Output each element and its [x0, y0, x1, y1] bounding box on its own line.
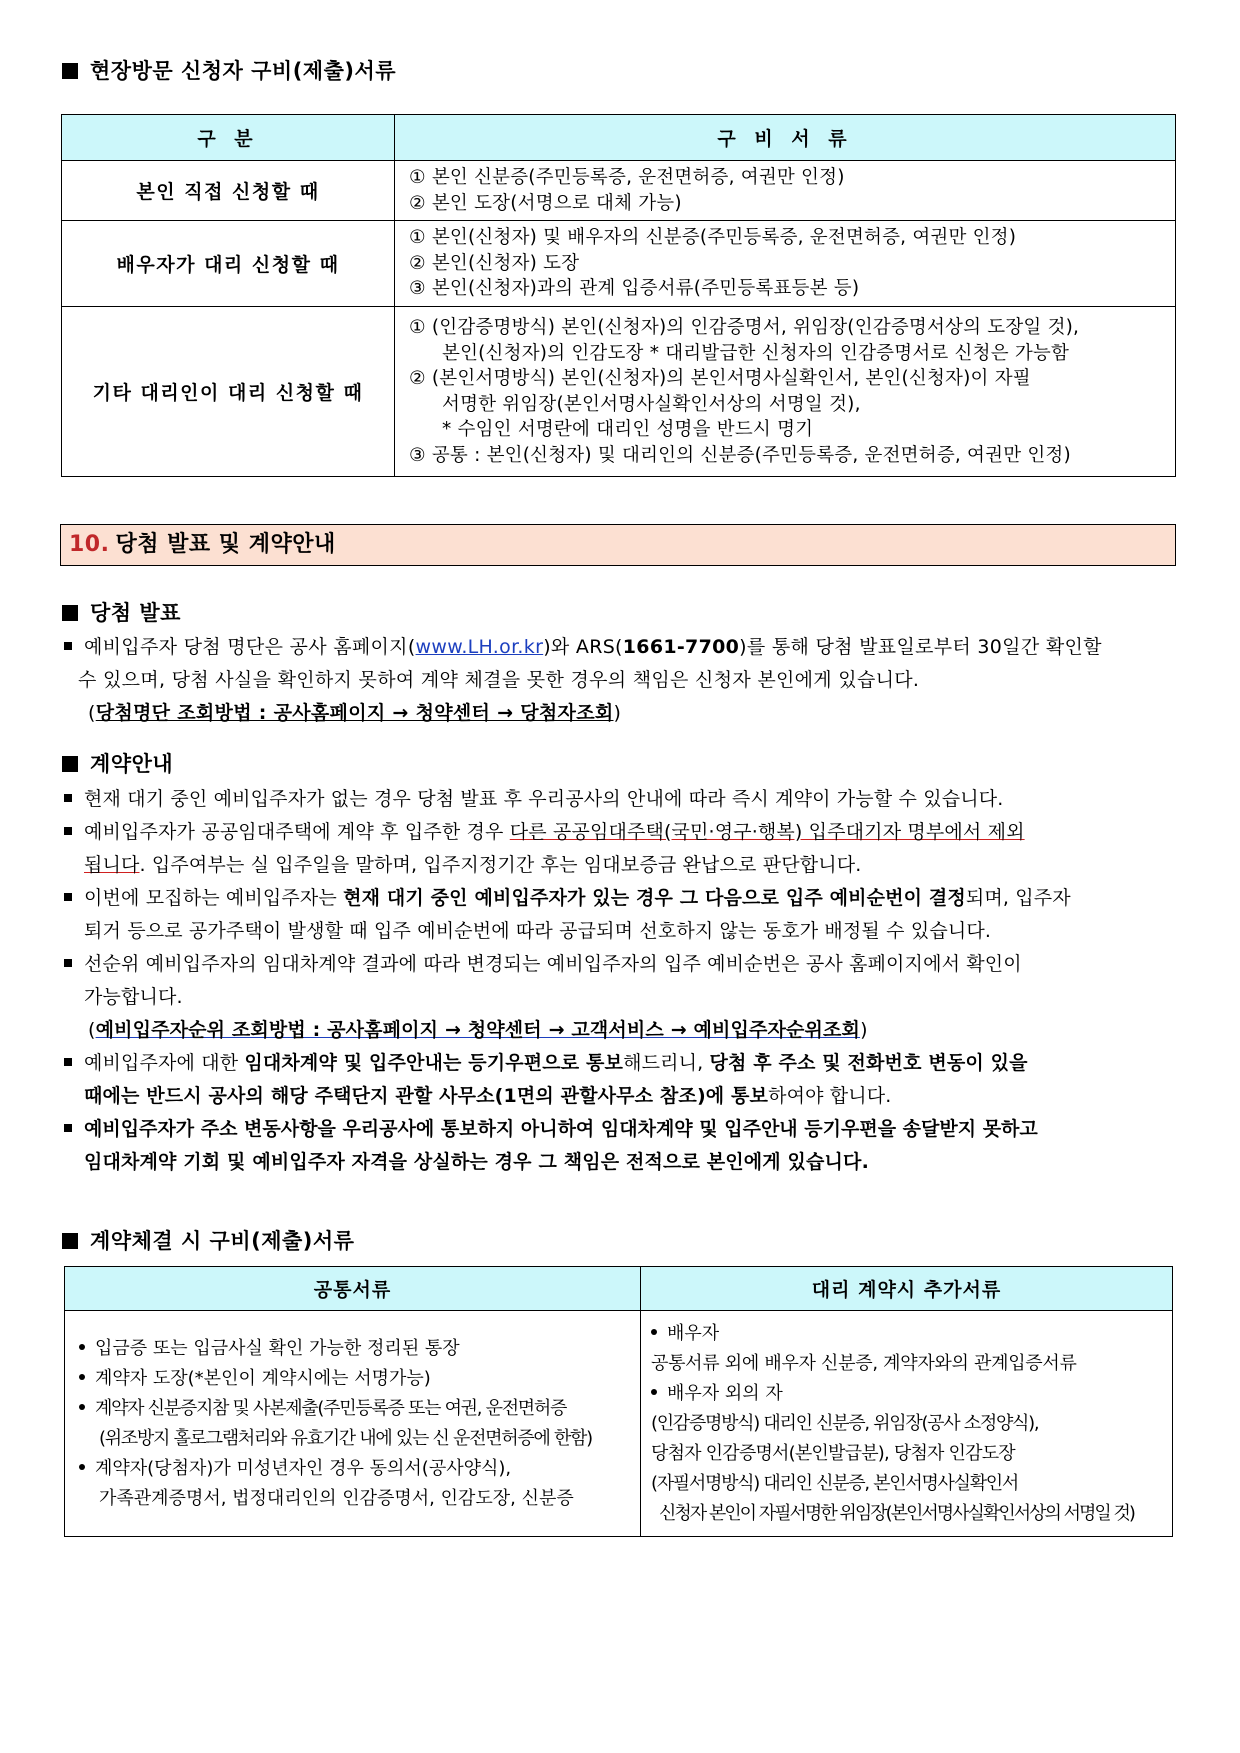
- winner-lookup-method: 당첨명단 조회방법 : 공사홈페이지 → 청약센터 → 당첨자조회: [95, 702, 614, 724]
- text-span: 당첨 후 주소 및 전화번호 변동이 있을: [709, 1052, 1028, 1074]
- text-span: 때에는 반드시 공사의 해당 주택단지 관할 사무소(1면의 관할사무소 참조)에 통보: [84, 1085, 769, 1107]
- section-number: 10.: [69, 532, 110, 557]
- contract-bullet-3-cont: 퇴거 등으로 공가주택이 발생할 때 입주 예비순번에 따라 공급되며 선호하지 않는 동호가 배정될 수 있습니다.: [84, 920, 992, 942]
- announce-method-line: [88, 698, 621, 725]
- table-header-documents: 구 비 서 류: [395, 115, 1176, 161]
- square-bullet-icon: [62, 63, 78, 79]
- visit-docs-heading-text: 현장방문 신청자 구비(제출)서류: [90, 59, 397, 83]
- doc-line: ③ 공통 : 본인(신청자) 및 대리인의 신분증(주민등록증, 운전면허증, 여권만 인정): [409, 444, 1071, 466]
- list-item-cont: 가족관계증명서, 법정대리인의 인감증명서, 인감도장, 신분증: [99, 1487, 574, 1509]
- small-square-bullet-icon: [64, 959, 72, 967]
- text-span: 임대차계약 및 입주안내는 등기우편으로 통보: [244, 1052, 624, 1074]
- row-body-agent: [395, 307, 1176, 477]
- list-item: [651, 1379, 1166, 1409]
- text-span: 예비입주자가 공공임대주택에 계약 후 입주한 경우: [84, 821, 510, 843]
- text-span: 예비입주자가 주소 변동사항을 우리공사에 통보하지 아니하여 임대차계약 및 입주안내 등기우편을 송달받지 못하고: [84, 1118, 1038, 1140]
- section-title: 당첨 발표 및 계약안내: [115, 532, 336, 557]
- text-span: 되며, 입주자: [965, 887, 1071, 909]
- proxy-docs-cell: [641, 1311, 1173, 1537]
- text-span: 현재 대기 중인 예비입주자가 없는 경우 당첨 발표 후 우리공사의 안내에 따라 즉시 계약이 가능할 수 있습니다.: [84, 788, 1004, 810]
- text-span: 하여야 합니다.: [768, 1085, 892, 1107]
- text-span: ): [860, 1019, 868, 1041]
- announce-heading: [62, 597, 181, 627]
- text-span: 현재 대기 중인 예비입주자가 있는 경우 그 다음으로 입주 예비순번이 결정: [343, 887, 966, 909]
- list-item: [79, 1334, 634, 1364]
- visit-docs-table: [61, 114, 1176, 477]
- table-header-row: [62, 115, 1176, 161]
- text-span: 배우자: [667, 1322, 720, 1344]
- doc-line: ① 본인(신청자) 및 배우자의 신분증(주민등록증, 운전면허증, 여권만 인정): [409, 227, 1017, 249]
- table-row: [65, 1311, 1173, 1537]
- list-item-cont: 공통서류 외에 배우자 신분증, 계약자와의 관계입증서류: [651, 1352, 1077, 1374]
- row-label-agent: 기타 대리인이 대리 신청할 때: [62, 307, 395, 477]
- doc-line: ① (인감증명방식) 본인(신청자)의 인감증명서, 위임장(인감증명서상의 도장일 것),: [409, 317, 1080, 338]
- list-item: [79, 1394, 634, 1424]
- text-span: 선순위 예비입주자의 임대차계약 결과에 따라 변경되는 예비입주자의 입주 예비순번은 공사 홈페이지에서 확인이: [84, 953, 1022, 975]
- small-square-bullet-icon: [64, 827, 72, 835]
- table-row: [62, 161, 1176, 221]
- table-header-row: [65, 1267, 1173, 1311]
- text-span: (: [88, 1019, 96, 1041]
- contract-bullet-3: [64, 883, 1071, 910]
- text-span: 계약자 도장(*본인이 계약시에는 서명가능): [95, 1367, 431, 1389]
- text-span: 예비입주자 당첨 명단은 공사 홈페이지(: [84, 636, 416, 658]
- square-bullet-icon: [62, 1233, 78, 1249]
- contract-bullet-2: [64, 817, 1025, 844]
- row-label-spouse: 배우자가 대리 신청할 때: [62, 221, 395, 307]
- contract-bullet-6: [64, 1114, 1038, 1141]
- bullet-dot-icon: [651, 1389, 657, 1395]
- text-span: )와 ARS(: [543, 636, 623, 658]
- contract-bullet-2-cont: [84, 850, 861, 877]
- excluded-waitlist-note: 다른 공공임대주택(국민·영구·행복) 입주대기자 명부에서 제외: [509, 821, 1025, 843]
- announce-line-1: [64, 632, 1102, 659]
- table-header-common: 공통서류: [65, 1267, 641, 1311]
- list-item-cont: 당첨자 인감증명서(본인발급분), 당첨자 인감도장: [651, 1442, 1015, 1464]
- reserve-lookup-method-line: [88, 1015, 868, 1042]
- announce-line-2: 수 있으며, 당첨 사실을 확인하지 못하여 계약 체결을 못한 경우의 책임은 신청자 본인에게 있습니다.: [78, 669, 920, 691]
- small-square-bullet-icon: [64, 1058, 72, 1066]
- doc-line: * 수임인 서명란에 대리인 성명을 반드시 명기: [442, 419, 814, 440]
- list-item: [79, 1454, 634, 1484]
- list-item-cont: (위조방지 홀로그램처리와 유효기간 내에 있는 신 운전면허증에 한함): [99, 1427, 592, 1449]
- square-bullet-icon: [62, 605, 78, 621]
- doc-line: ② 본인 도장(서명으로 대체 가능): [409, 192, 682, 214]
- text-span: 해드리니,: [623, 1052, 710, 1074]
- table-header-category: 구 분: [62, 115, 395, 161]
- text-span: 배우자 외의 자: [667, 1382, 783, 1404]
- contract-heading: [62, 748, 173, 778]
- text-span: )를 통해 당첨 발표일로부터 30일간 확인할: [739, 636, 1102, 658]
- table-row: [62, 307, 1176, 477]
- bullet-dot-icon: [79, 1404, 85, 1410]
- text-span: 입금증 또는 입금사실 확인 가능한 정리된 통장: [95, 1337, 460, 1359]
- doc-line: ③ 본인(신청자)과의 관계 입증서류(주민등록표등본 등): [409, 278, 860, 300]
- text-span: 계약자(당첨자)가 미성년자인 경우 동의서(공사양식),: [95, 1457, 512, 1479]
- doc-line: ① 본인 신분증(주민등록증, 운전면허증, 여권만 인정): [409, 167, 845, 188]
- row-body-self: [395, 161, 1176, 221]
- text-span: 예비입주자에 대한: [84, 1052, 245, 1074]
- lh-website-link[interactable]: www.LH.or.kr: [415, 636, 544, 658]
- table-row: [62, 221, 1176, 307]
- announce-heading-text: 당첨 발표: [90, 601, 181, 625]
- text-span: 이번에 모집하는 예비입주자는: [84, 887, 344, 909]
- small-square-bullet-icon: [64, 794, 72, 802]
- doc-line: ② (본인서명방식) 본인(신청자)의 본인서명사실확인서, 본인(신청자)이 자필: [409, 368, 1031, 389]
- ars-number: 1661-7700: [622, 636, 740, 658]
- contract-heading-text: 계약안내: [90, 752, 174, 776]
- row-label-self: 본인 직접 신청할 때: [62, 161, 395, 221]
- common-docs-cell: [65, 1311, 641, 1537]
- small-square-bullet-icon: [64, 893, 72, 901]
- contract-bullet-4-cont: 가능합니다.: [84, 986, 183, 1008]
- visit-docs-heading: [62, 55, 396, 85]
- table-header-proxy: 대리 계약시 추가서류: [641, 1267, 1173, 1311]
- contract-bullet-6-cont: 임대차계약 기회 및 예비입주자 자격을 상실하는 경우 그 책임은 전적으로 본인에게 있습니다.: [84, 1151, 869, 1173]
- reserve-lookup-method: 예비입주자순위 조회방법 : 공사홈페이지 → 청약센터 → 고객서비스 → 예비입주자순위조회: [95, 1019, 861, 1041]
- list-item: [79, 1364, 634, 1394]
- contract-docs-heading-text: 계약체결 시 구비(제출)서류: [90, 1229, 355, 1253]
- bullet-dot-icon: [79, 1464, 85, 1470]
- bullet-dot-icon: [79, 1374, 85, 1380]
- text-span: 계약자 신분증지참 및 사본제출(주민등록증 또는 여권, 운전면허증: [95, 1397, 567, 1419]
- bullet-dot-icon: [79, 1344, 85, 1350]
- contract-docs-table: [64, 1266, 1173, 1537]
- square-bullet-icon: [62, 756, 78, 772]
- contract-docs-heading: [62, 1225, 354, 1255]
- text-span: (: [88, 702, 96, 724]
- list-item-cont: (인감증명방식) 대리인 신분증, 위임장(공사 소정양식),: [651, 1412, 1039, 1434]
- doc-line: 본인(신청자)의 인감도장 * 대리발급한 신청자의 인감증명서로 신청은 가능함: [442, 342, 1070, 364]
- list-item-cont: (자필서명방식) 대리인 신분증, 본인서명사실확인서: [651, 1472, 1018, 1494]
- list-item-cont: 신청자 본인이 자필서명한 위임장(본인서명사실확인서상의 서명일 것): [659, 1502, 1134, 1524]
- contract-bullet-4: [64, 949, 1022, 976]
- contract-bullet-5: [64, 1048, 1028, 1075]
- small-square-bullet-icon: [64, 642, 72, 650]
- small-square-bullet-icon: [64, 1124, 72, 1132]
- bullet-dot-icon: [651, 1329, 657, 1335]
- list-item: [651, 1319, 1166, 1349]
- section-10-title-bar: [60, 524, 1176, 566]
- text-span: 됩니다: [84, 854, 140, 876]
- row-body-spouse: [395, 221, 1176, 307]
- doc-line: 서명한 위임장(본인서명사실확인서상의 서명일 것),: [442, 393, 861, 415]
- contract-bullet-5-cont: [84, 1081, 891, 1108]
- contract-bullet-1: [64, 784, 1003, 811]
- doc-line: ② 본인(신청자) 도장: [409, 252, 580, 274]
- text-span: . 입주여부는 실 입주일을 말하며, 입주지정기간 후는 임대보증금 완납으로 판단합니다.: [139, 854, 862, 876]
- text-span: ): [613, 702, 622, 724]
